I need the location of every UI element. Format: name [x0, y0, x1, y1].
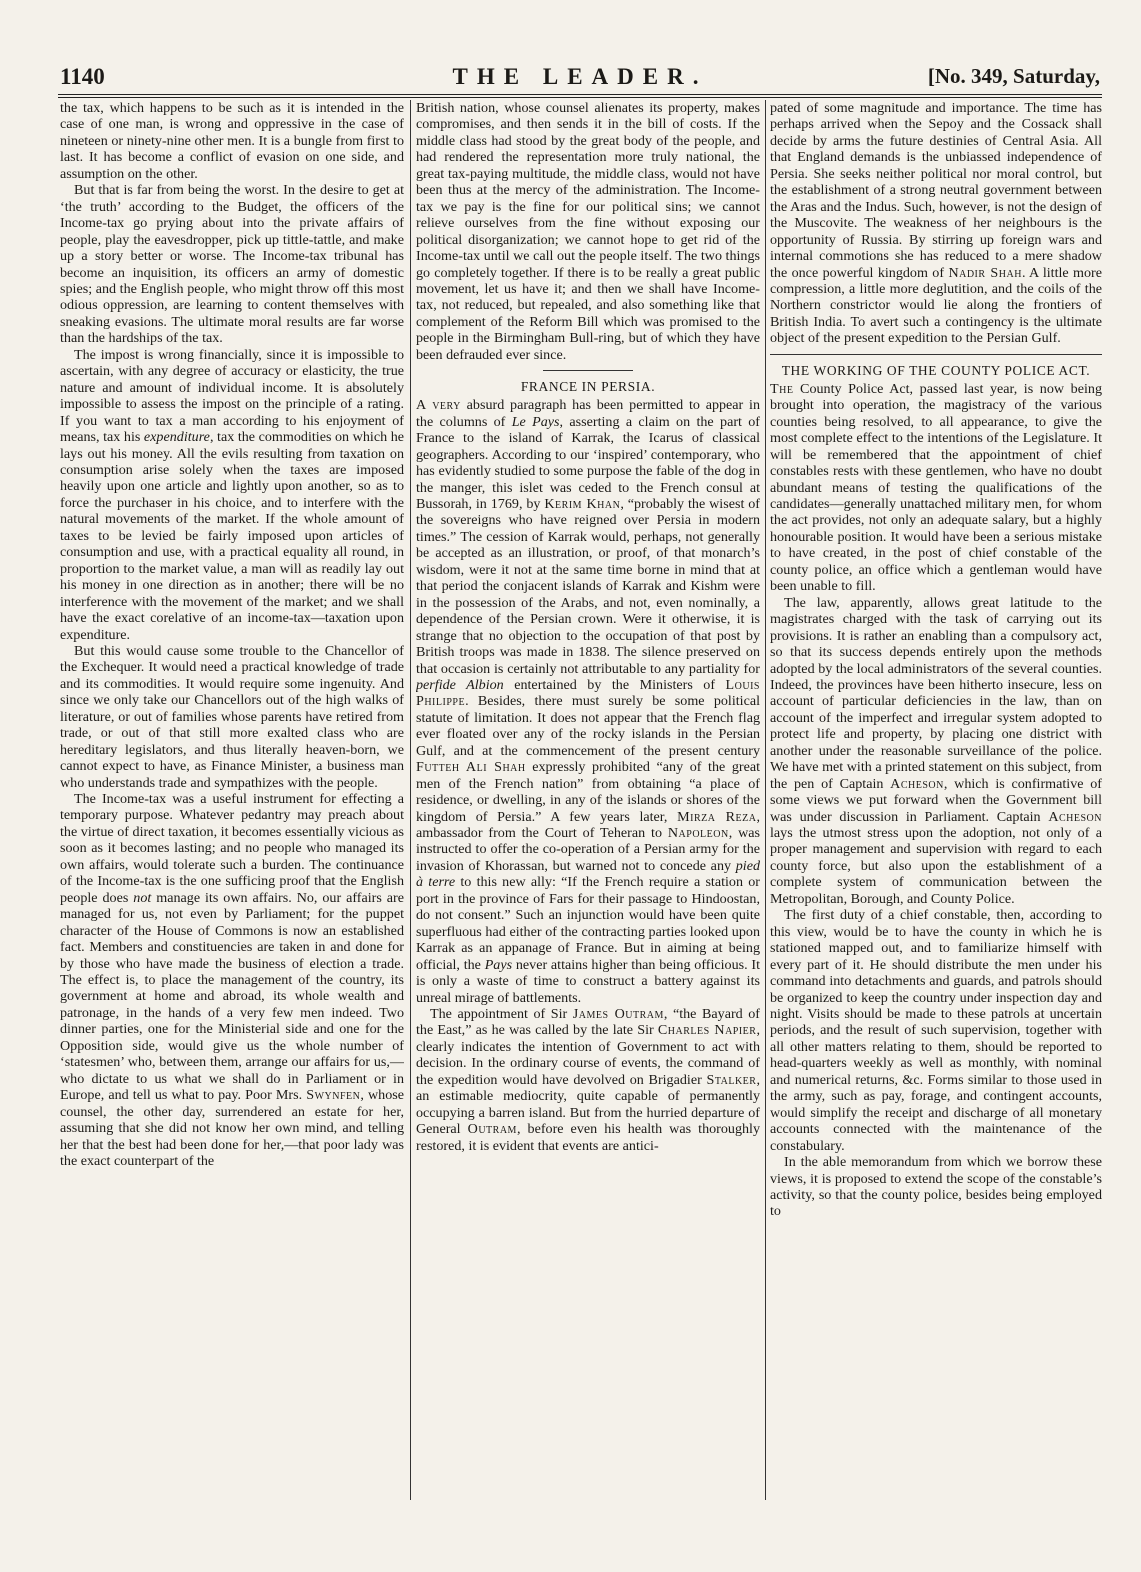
paragraph: In the able memorandum from which we borrow these views, it is proposed to extend the scope of the constable’s activity, so that the county police, besides being employed to — [770, 1154, 1102, 1220]
person-name: Nadir Shah — [948, 264, 1022, 281]
page-number: 1140 — [60, 64, 105, 89]
text-run: The appointment of Sir — [430, 1006, 573, 1023]
lead-words: The — [770, 380, 794, 397]
paragraph — [770, 595, 1102, 908]
person-name: Acheson — [1048, 808, 1102, 825]
emphasis: Le Pays — [511, 413, 560, 430]
header-rule-thin — [58, 97, 1102, 98]
emphasis: Pays — [484, 956, 513, 973]
text-run: , clearly indicates the intention of Government to act with decision. In the ordinary course of events, the command of the expedition would have devolved on Brigadier — [416, 1022, 760, 1088]
issue-number: [No. 349, Saturday, — [927, 64, 1100, 88]
text-run: , was instructed to offer the co-operation of a Persian army for the invasion of Khorassan, but warned not to concede any — [416, 825, 760, 874]
paragraph: the tax, which happens to be such as it is intended in the case of one man, is wrong and oppressive in the case of nineteen or ninety-nine other men. It is a bungle from first to last. It has become a conflict of evasion on one side, and assumption on the other. — [60, 100, 404, 182]
emphasis: perfide Albion — [416, 676, 504, 693]
newspaper-title: THE LEADER. — [452, 64, 708, 89]
text-run: expressly prohibited “any of the great men of the French nation” from obtaining “a place of residence, or dwelling, in any of the islands or shores of the kingdom of Persia.” A few years later, — [416, 759, 760, 825]
paragraph: British nation, whose counsel alienates its property, makes compromises, and then sends it in the bill of costs. If the middle class had stood by the great body of the people, and had rendered the representation more truly national, the great tax-paying multitude, the middle class, would not have been thus at the mercy of the administration. The Income-tax we pay is the fine for our political sins; we cannot relieve ourselves from the fine without exposing our political disorganization; we cannot hope to get rid of the Income-tax until we call out the people itself. The two things go completely together. If there is to be really a great public movement, let us have it; and then we shall have Income-tax, not reduced, but repealed, and also something like that complement of the Reform Bill which was promised to the people in the Birmingham Bull-ring, but of which they have been defrauded ever since. — [416, 100, 760, 363]
text-run: . Besides, there must surely be some political statute of limitation. It does not appear that the French flag ever floated over any of the rocky islands in the Persian Gulf, and at the commencement of the present century — [416, 693, 760, 759]
text-run: manage its own affairs. No, our affairs are managed for us, not even by Parliament; for the puppet character of the House of Commons is now an established fact. Members and constituencies are taken in and done for by those who have made the business of election a trade. The effect is, to place the management of the country, its government at home and abroad, its whole wealth and patronage, in the hands of a very few men indeed. Two dinner parties, one for the Ministerial side and one for the Opposition side, would give us the whole number of ‘statesmen’ who, between them, arrange our affairs for us,—who dictate to us what we shall do in Parliament or in Europe, and tell us what to pay. Poor Mrs. — [60, 889, 404, 1104]
text-run: The law, apparently, allows great latitude to the magistrates charged with the task of carrying out its provisions. It is rather an enabling than a compulsory act, so that its success depends entirely upon the methods adopted by the local administrators of the several counties. Indeed, the provinces have been hitherto insecure, less on account of particular deficiencies in the law, than on account of the imperfect and irregular system adopted to protect life and property, by placing one district with another under the reasonable surveillance of the police. We have met with a printed statement on this subject, from the pen of Captain — [770, 594, 1102, 792]
section-rule — [770, 354, 1102, 355]
text-run: , an estimable mediocrity, quite capable of permanently occupying a barren island. But from the hurried departure of General — [416, 1071, 760, 1138]
lead-words: A very — [416, 397, 461, 414]
text-run: , “probably the wisest of the sovereigns who have reigned over Persia in modern times.” The cession of Karrak would, perhaps, not generally be accepted as an illustration, or proof, of that monarch’s wisdom, were it not at the same time borne in mind that at that period the conjacent islands of Karrak and Kishm were in the possession of the Arabs, and not, even nominally, a dependence of the Persian crown. Were it otherwise, it is strange that no objection to the occupation of that post by British troops was made in 1838. The silence preserved on that occasion is certainly not attributable to any partiality for — [416, 495, 760, 677]
section-rule — [543, 370, 633, 371]
text-run: , “the Bayard of the East,” as he was called by the late Sir — [416, 1006, 760, 1039]
text-run: lays the utmost stress upon the adoption, not only of a proper management and supervision with regard to each county force, but also upon the establishment of a complete system of communication between the Metropolitan, Borough, and County Police. — [770, 825, 1102, 907]
person-name: Napoleon — [667, 825, 729, 842]
text-run: , whose counsel, the other day, surrendered an estate for her, assuming that she did not know her own mind, and telling her that the best had been done for her,—that poor lady was the exact counterpart of the — [60, 1087, 404, 1169]
person-name: James Outram — [572, 1006, 664, 1023]
text-run: The impost is wrong financially, since it is impossible to ascertain, with any degree of accuracy or elasticity, the true nature and amount of individual income. It is absolutely impossible to assess the impost on the principle of a rating. If you want to tax a man according to his enjoyment of means, tax his — [60, 346, 404, 446]
text-run: absurd paragraph has been permitted to appear in the columns of — [416, 397, 760, 430]
emphasis: pied à terre — [416, 857, 760, 891]
paragraph — [416, 1006, 760, 1154]
header-rule — [58, 94, 1102, 95]
person-name: Swynfen — [306, 1087, 361, 1104]
person-name: Stalker — [706, 1071, 757, 1088]
masthead — [60, 64, 1100, 94]
text-run: pated of some magnitude and importance. The time has perhaps arrived when the Sepoy and the Cossack shall decide by arms the future destinies of Central Asia. All that England demands is the unbiassed independence of Persia. She seeks neither political nor moral control, but the establishment of a strong neutral government between the Aras and the Indus. Such, however, is not the design of the Muscovite. The weakness of her neighbours is the opportunity of Russia. By stirring up foreign wars and internal commotions she has reduced to a mere shadow the once powerful kingdom of — [770, 100, 1102, 281]
paragraph: But that is far from being the worst. In the desire to get at ‘the truth’ according to the Budget, the officers of the Income-tax go prying about into the private affairs of people, play the eavesdropper, pick up tittle-tattle, and make up a story better or worse. The Income-tax tribunal has become an inquisition, its officers an army of domestic spies; and the English people, who might throw off this most odious oppression, are learning to content themselves with sneaking evasions. The ultimate moral results are far worse than the hardships of the tax. — [60, 182, 404, 347]
paragraph: The first duty of a chief constable, then, according to this view, would be to have the county in which he is stationed mapped out, and to familiarize himself with every part of it. He should distribute the men under his command into detachments and guards, and patrols should be organized to keep the country under inspection day and night. Visits should be made to these patrols at uncertain periods, and the result of such supervision, together with all other matters relating to them, should be reported to head-quarters weekly as well as monthly, with nominal and numerical returns, &c. Forms similar to those used in the army, such as pay, forage, and contingent accounts, would simplify the receipt and discharge of all monetary accounts connected with the maintenance of the constabulary. — [770, 907, 1102, 1154]
paragraph — [60, 347, 404, 643]
text-run: , which is confirmative of some views we put forward when the Government bill was under discussion in Parliament. Captain — [770, 775, 1102, 825]
section-heading-county-police: THE WORKING OF THE COUNTY POLICE ACT. — [781, 362, 1091, 378]
text-run: entertained by the Ministers of — [503, 676, 726, 693]
section-heading-france-in-persia: FRANCE IN PERSIA. — [520, 379, 656, 395]
emphasis: not — [133, 889, 152, 906]
text-run: to this new ally: “If the French require a station or port in the province of Fars for their passage to Hindoostan, do not consent.” Such an injunction would have been quite superfluous had either of the contracting parties looked upon Karrak as an appanage of France. But in aiming at being official, the — [416, 874, 760, 973]
text-run: never attains higher than being officious. It is only a waste of time to construct a battery against its unreal mirage of battlements. — [416, 956, 760, 1006]
column-1 — [60, 100, 404, 1500]
paragraph — [770, 100, 1102, 347]
person-name: Acheson — [890, 775, 944, 792]
person-name: Mirza Reza — [677, 808, 757, 825]
text-run: County Police Act, passed last year, is now being brought into operation, the magistracy of the various counties being resolved, to all appearance, to give the most complete effect to the intentions of the Legislature. It will be remembered that the appointment of chief constables rests with these gentlemen, who have no doubt abundant means of testing the qualifications of the candidates—generally unattached military men, for whom the act provides, not only an adequate salary, but a highly honourable position. It would have been a serious mistake to have created, in the post of chief constable of the county police, an office which a gentleman would have been unable to fill. — [770, 380, 1102, 595]
person-name: Louis Philippe — [416, 676, 760, 710]
text-run: . A little more compression, a little more deglutition, and the coils of the Northern constrictor would lie along the frontiers of British India. To avert such a contingency is the ultimate object of the present expedition to the Persian Gulf. — [770, 264, 1102, 347]
text-run: The Income-tax was a useful instrument for effecting a temporary purpose. Whatever pedantry may preach about the virtue of direct taxation, it becomes essentially vicious as soon as it becomes lasting; and no people who managed its own affairs, would tolerate such a burden. The continuance of the Income-tax is the one sufficing proof that the English people does — [60, 791, 404, 906]
column-2 — [416, 100, 760, 1500]
paragraph: But this would cause some trouble to the Chancellor of the Exchequer. It would need a practical knowledge of trade and its commodities. It would require some ingenuity. And since we only take our Chancellors out of the high walks of literature, or out of families whose parents have retired from trade, or out of that still more exalted class who are hereditary legislators, and thus literally heaven-born, we cannot expect to have, as Finance Minister, a business man who understands trade and sympathizes with the people. — [60, 642, 404, 791]
paragraph — [60, 791, 404, 1169]
text-run: , before even his health was thoroughly restored, it is evident that events are antici- — [416, 1121, 760, 1154]
column-divider-1 — [410, 100, 411, 1500]
emphasis: expenditure — [143, 429, 210, 446]
text-run: , asserting a claim on the part of France to the island of Karrak, the Icarus of classical geographers. According to our ‘inspired’ contemporary, who has evidently studied to some purpose the fable of the dog in the manger, this islet was ceded to the French consul at Bussorah, in 1769, by — [416, 413, 760, 512]
person-name: Kerim Khan — [544, 495, 621, 512]
person-name: Futteh Ali Shah — [416, 759, 526, 776]
person-name: Charles Napier — [657, 1022, 757, 1039]
text-run: , ambassador from the Court of Teheran to — [416, 808, 760, 842]
column-divider-2 — [765, 100, 766, 1500]
paragraph — [416, 397, 760, 1006]
person-name: Outram — [467, 1121, 517, 1138]
column-3 — [770, 100, 1102, 1500]
text-run: , tax the commodities on which he lays out his money. All the evils resulting from taxation on consumption arise solely when the taxes are imposed heavily upon one article and lightly upon another, so as to force the purchaser in his choice, and to interfere with the natural movements of the market. If the whole amount of taxes to be levied be fairly imposed upon articles of consumption and use, with a practical equality all round, in proportion to the market value, a man will as readily lay out his money in one direction as in another; there will be no interference with the movement of the market; and we shall have the exact corelative of an income-tax—taxation upon expenditure. — [60, 429, 404, 643]
paragraph — [770, 381, 1102, 595]
